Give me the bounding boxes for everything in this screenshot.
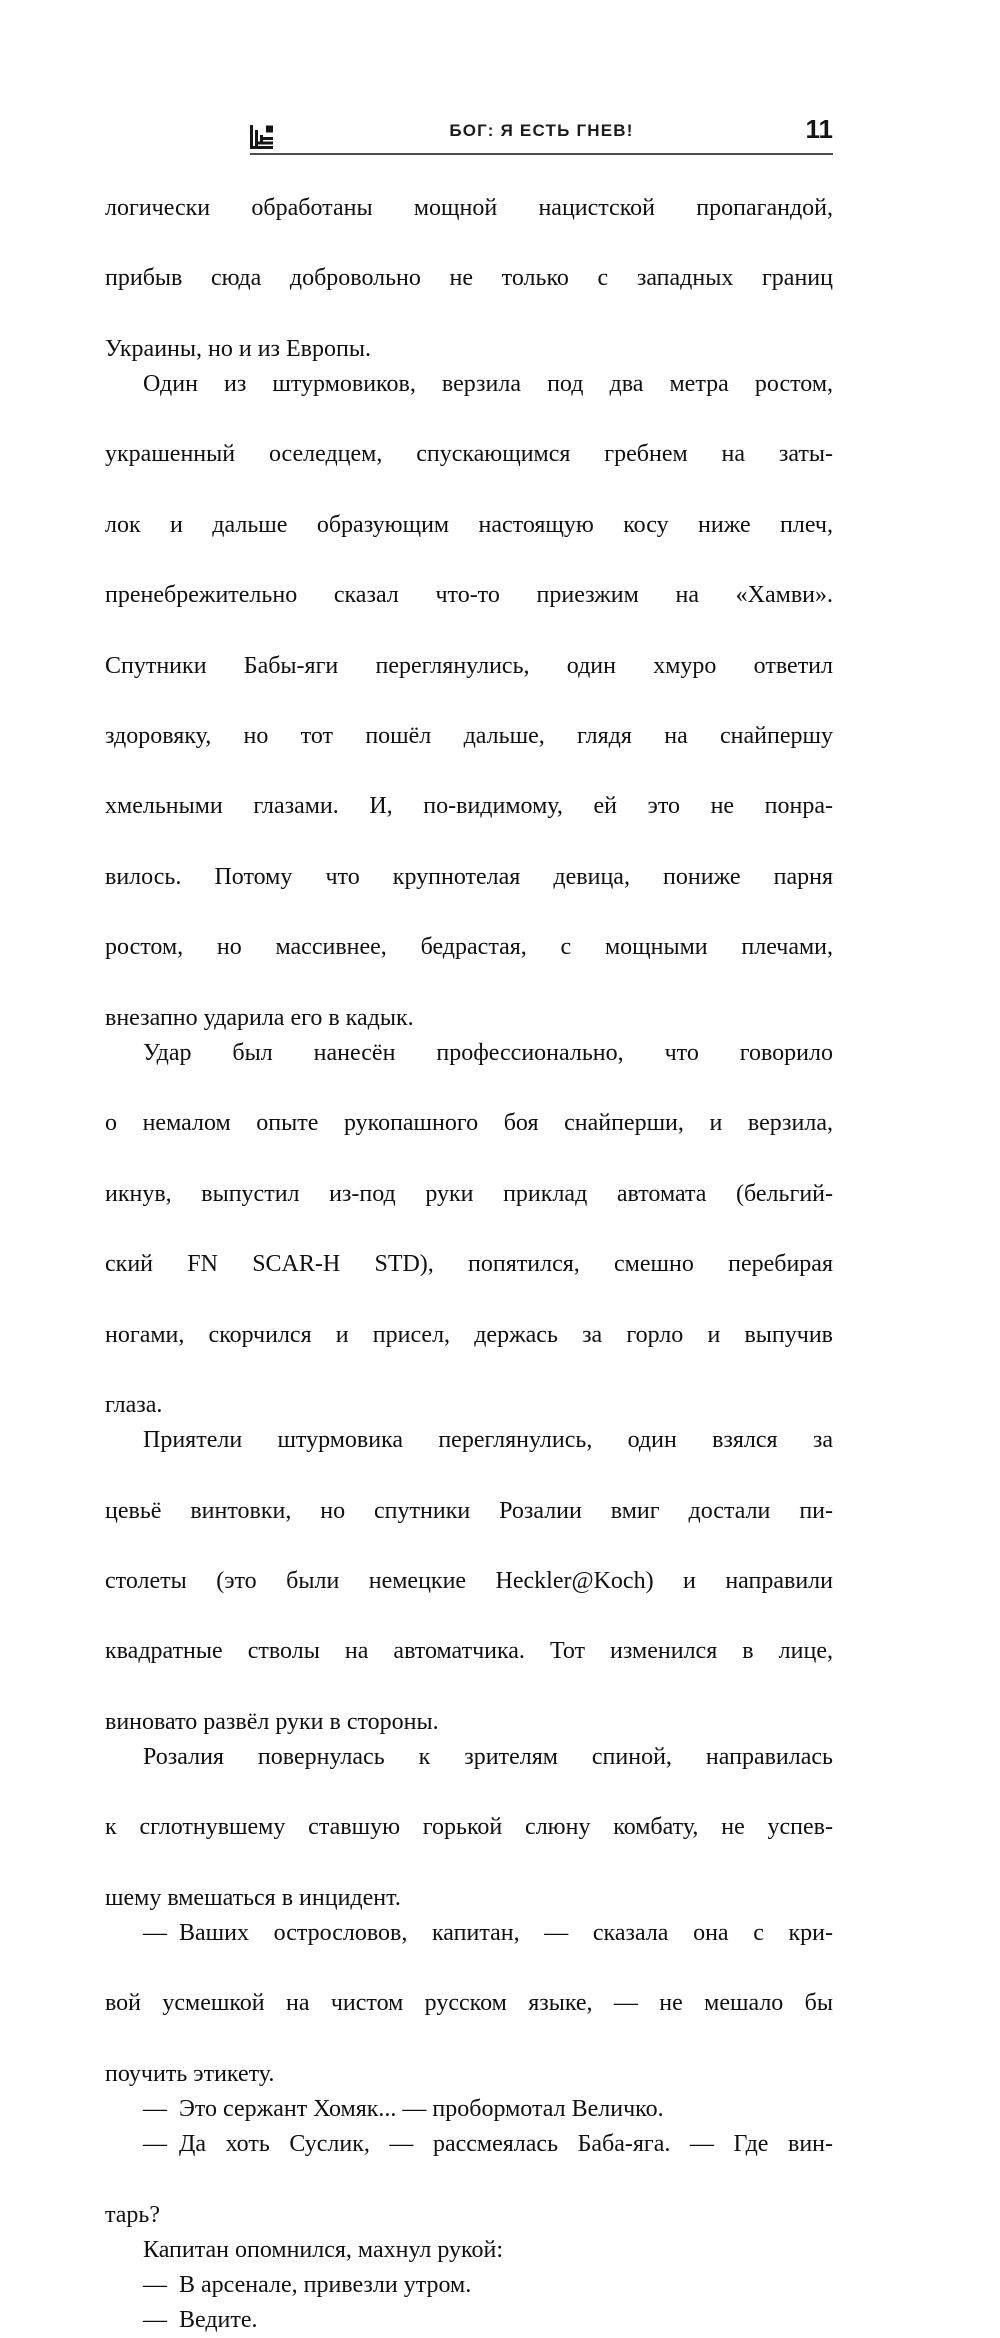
text-line: — В арсенале, привезли утром. — [143, 2271, 472, 2298]
text-line: — Да хоть Суслик, — рассмеялась Баба-яга. — Где вин- — [143, 2131, 833, 2158]
paragraph — [105, 1423, 833, 1740]
text-line: ский FN SCAR-H STD), попятился, смешно перебирая — [105, 1251, 833, 1278]
text-line: Один из штурмовиков, верзила под два метра ростом, — [143, 371, 833, 398]
text-line: хмельными глазами. И, по-видимому, ей это не понра- — [105, 793, 833, 820]
text-line: Приятели штурмовика переглянулись, один взялся за — [143, 1427, 833, 1454]
paragraph — [105, 2092, 833, 2127]
text-line: квадратные стволы на автоматчика. Тот изменился в лице, — [105, 1638, 833, 1665]
paragraph — [105, 1740, 833, 1916]
text-line: столеты (это были немецкие Heckler@Koch) и направили — [105, 1567, 833, 1594]
header-rule — [250, 153, 833, 155]
paragraph — [105, 191, 833, 367]
text-line: — Ведите. — [143, 2307, 258, 2334]
text-line: Розалия повернулась к зрителям спиной, направилась — [143, 1743, 833, 1770]
text-line: тарь? — [105, 2201, 161, 2228]
paragraph — [105, 2268, 833, 2303]
text-line: вилось. Потому что крупнотелая девица, пониже парня — [105, 863, 833, 890]
text-line: внезапно ударила его в кадык. — [105, 1004, 414, 1031]
text-line: икнув, выпустил из-под руки приклад автомата (бельгий- — [105, 1180, 833, 1207]
text-line: украшенный оселедцем, спускающимся гребнем на заты- — [105, 441, 833, 468]
publisher-logo-icon — [250, 125, 273, 149]
text-line: к сглотнувшему ставшую горькой слюну комбату, не успев- — [105, 1814, 833, 1841]
text-line: вой усмешкой на чистом русском языке, — не мешало бы — [105, 1990, 833, 2017]
text-line: поучить этикету. — [105, 2060, 275, 2087]
text-line: здоровяку, но тот пошёл дальше, глядя на снайпершу — [105, 723, 833, 750]
text-line: ногами, скорчился и присел, держась за горло и выпучив — [105, 1321, 833, 1348]
text-line: ростом, но массивнее, бедрастая, с мощными плечами, — [105, 934, 833, 961]
paragraph — [105, 1036, 833, 1423]
text-line: глаза. — [105, 1391, 163, 1418]
text-line: виновато развёл руки в стороны. — [105, 1708, 439, 1735]
page-text — [105, 191, 833, 2338]
text-line: о немалом опыте рукопашного боя снайперши, и верзила, — [105, 1110, 833, 1137]
running-title: БОГ: Я ЕСТЬ ГНЕВ! — [449, 121, 634, 140]
paragraph — [105, 2303, 833, 2338]
paragraph — [105, 1916, 833, 2092]
text-line: Удар был нанесён профессионально, что говорило — [143, 1039, 833, 1066]
page-number: 11 — [805, 114, 833, 144]
text-line: логически обработаны мощной нацистской пропагандой, — [105, 195, 833, 221]
text-line: цевьё винтовки, но спутники Розалии вмиг достали пи- — [105, 1497, 833, 1524]
text-line: — Ваших острословов, капитан, — сказала она с кри- — [143, 1919, 833, 1946]
text-line: Капитан опомнился, махнул рукой: — [143, 2236, 503, 2263]
text-line: — Это сержант Хомяк... — пробормотал Величко. — [143, 2095, 664, 2122]
text-line: Спутники Бабы-яги переглянулись, один хмуро ответил — [105, 652, 833, 679]
paragraph — [105, 2127, 833, 2233]
page-header — [250, 114, 833, 155]
text-line: лок и дальше образующим настоящую косу ниже плеч, — [105, 511, 833, 538]
paragraph — [105, 367, 833, 1036]
text-line: шему вмешаться в инцидент. — [105, 1884, 401, 1911]
text-line: пренебрежительно сказал что-то приезжим на «Хамви». — [105, 582, 833, 609]
text-line: Украины, но и из Европы. — [105, 335, 371, 362]
text-line: прибыв сюда добровольно не только с западных границ — [105, 265, 833, 292]
paragraph — [105, 2233, 833, 2268]
